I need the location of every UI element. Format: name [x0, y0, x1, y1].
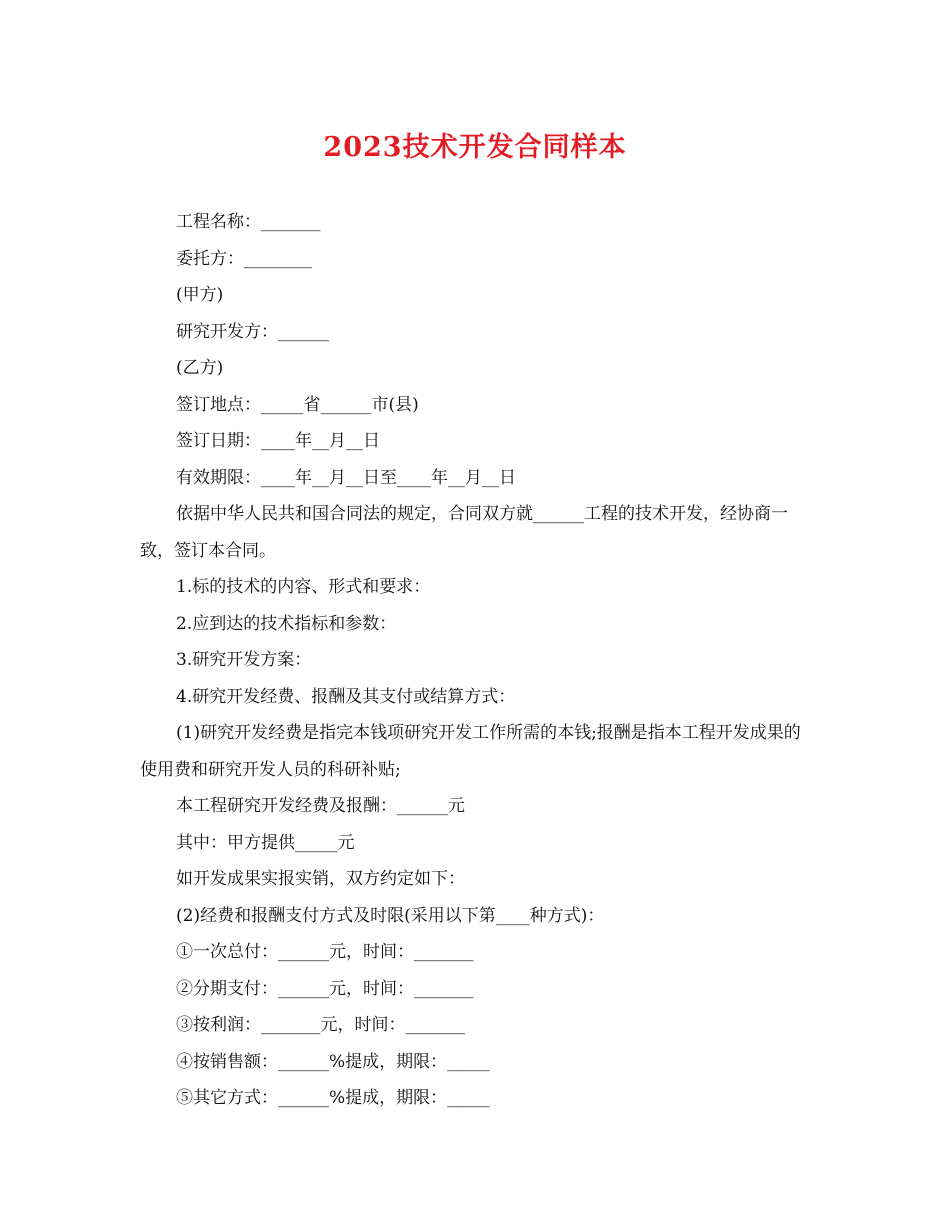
paragraph-developer: 研究开发方：______ [176, 321, 329, 342]
paragraph-actual-reimbursement: 如开发成果实报实销，双方约定如下： [176, 869, 465, 889]
paragraph-option-1: ①一次总付：______元，时间：_______ [176, 942, 474, 962]
paragraph-project-name: 工程名称：_______ [176, 212, 321, 232]
paragraph-party-b: (乙方) [176, 358, 224, 378]
paragraph-signing-place: 签订地点：_____省______市(县) [176, 394, 419, 415]
paragraph-clause-2: 2.应到达的技术指标和参数： [176, 613, 397, 634]
paragraph-clause-4: 4.研究开发经费、报酬及其支付或结算方式： [176, 686, 516, 707]
paragraph-party-a-provides: 其中：甲方提供_____元 [176, 832, 355, 853]
paragraph-option-5: ⑤其它方式：______%提成，期限：_____ [176, 1088, 490, 1108]
paragraph-validity-period: 有效期限：____年__月__日至____年__月__日 [176, 467, 516, 488]
paragraph-clause-4-1: (1)研究开发经费是指完本钱项研究开发工作所需的本钱;报酬是指本工程开发成果的使用费和研究开发人员的科研补贴; [140, 723, 801, 780]
paragraph-option-3: ③按利润：_______元，时间：_______ [176, 1015, 465, 1035]
paragraph-preamble: 依据中华人民共和国合同法的规定，合同双方就______工程的技术开发，经协商一致，签订本合同。 [140, 504, 788, 561]
paragraph-total-funding: 本工程研究开发经费及报酬：______元 [176, 796, 465, 816]
paragraph-option-4: ④按销售额：______%提成，期限：_____ [176, 1051, 490, 1072]
paragraph-signing-date: 签订日期：____年__月__日 [176, 431, 380, 451]
paragraph-clause-1: 1.标的技术的内容、形式和要求： [176, 577, 431, 597]
paragraph-option-2: ②分期支付：______元，时间：_______ [176, 978, 474, 999]
paragraph-client: 委托方：________ [176, 248, 312, 269]
document-title: 2023技术开发合同样本 [323, 132, 627, 163]
paragraph-party-a: (甲方) [176, 285, 224, 305]
paragraph-clause-3: 3.研究开发方案： [176, 650, 312, 670]
paragraph-clause-4-2: (2)经费和报酬支付方式及时限(采用以下第____种方式)： [176, 905, 605, 926]
document-body [140, 204, 816, 1117]
